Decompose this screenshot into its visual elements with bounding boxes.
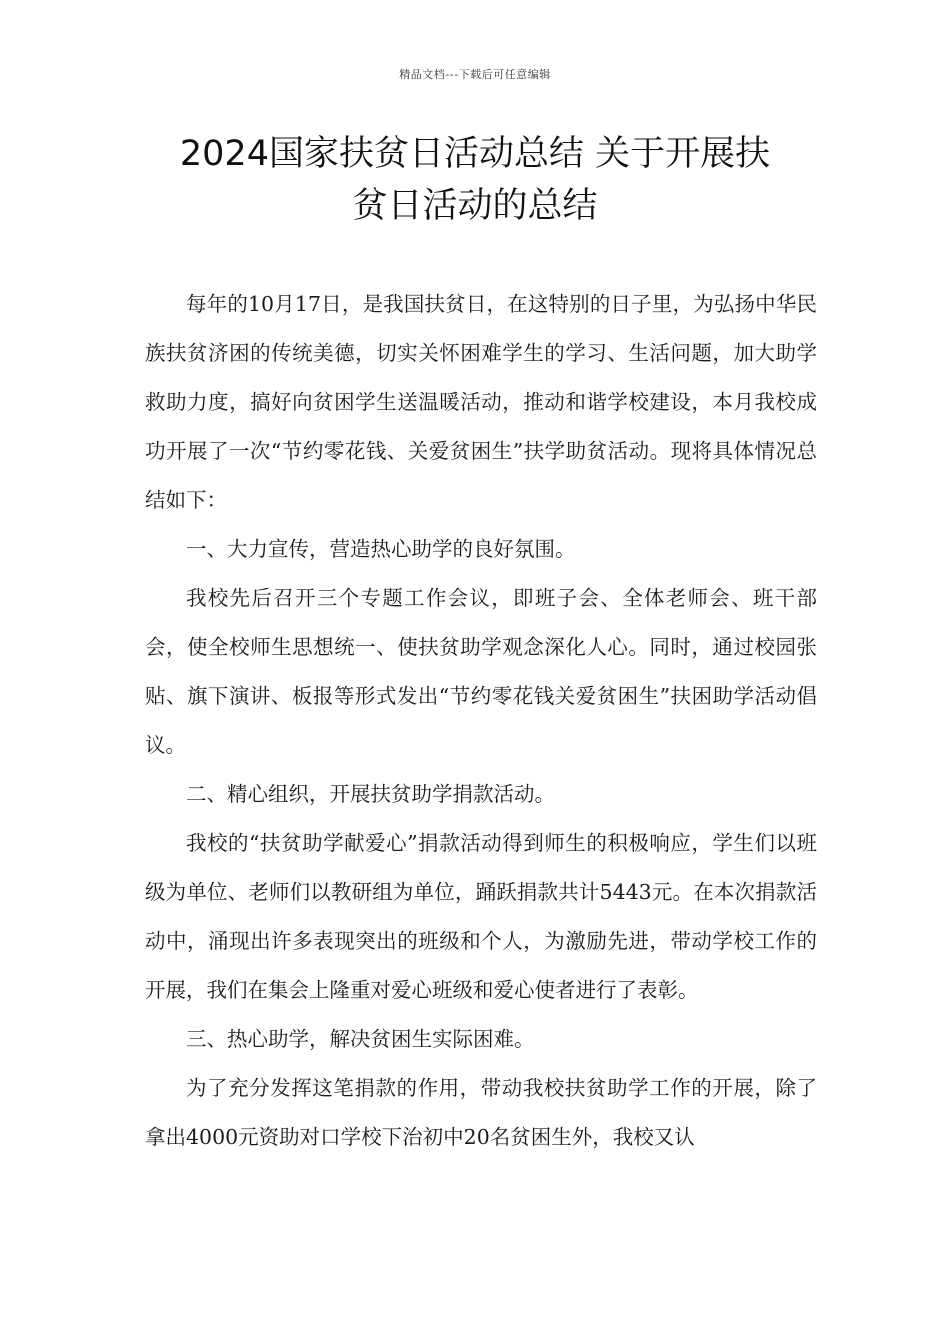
document-title [110,128,840,232]
header-note: 精品文档---下载后可任意编辑 [399,68,551,81]
section-heading-3: 三、热心助学，解决贫困生实际困难。 [186,1027,535,1051]
paragraph-section-3: 为了充分发挥这笔捐款的作用，带动我校扶贫助学工作的开展，除了拿出4000元资助对口学校下治初中20名贫困生外，我校又认 [145,1076,817,1149]
document-body [145,280,817,1162]
section-heading-1: 一、大力宣传，营造热心助学的良好氛围。 [186,537,576,561]
paragraph-section-2: 我校的“扶贫助学献爱心”捐款活动得到师生的积极响应，学生们以班级为单位、老师们以教研组为单位，踊跃捐款共计5443元。在本次捐款活动中，涌现出许多表现突出的班级和个人，为激励先进，带动学校工作的开展，我们在集会上隆重对爱心班级和爱心使者进行了表彰。 [145,831,817,1002]
paragraph-intro: 每年的10月17日，是我国扶贫日，在这特别的日子里，为弘扬中华民族扶贫济困的传统美德，切实关怀困难学生的学习、生活问题，加大助学救助力度，搞好向贫困学生送温暖活动，推动和谐学校建设，本月我校成功开展了一次“节约零花钱、关爱贫困生”扶学助贫活动。现将具体情况总结如下： [145,292,817,512]
paragraph-section-1: 我校先后召开三个专题工作会议，即班子会、全体老师会、班干部会，使全校师生思想统一、使扶贫助学观念深化人心。同时，通过校园张贴、旗下演讲、板报等形式发出“节约零花钱关爱贫困生”扶困助学活动倡议。 [145,586,817,757]
section-heading-2: 二、精心组织，开展扶贫助学捐款活动。 [186,782,555,806]
title-line-2: 贫日活动的总结 [352,186,598,226]
title-line-1: 2024国家扶贫日活动总结 关于开展扶 [179,134,771,174]
